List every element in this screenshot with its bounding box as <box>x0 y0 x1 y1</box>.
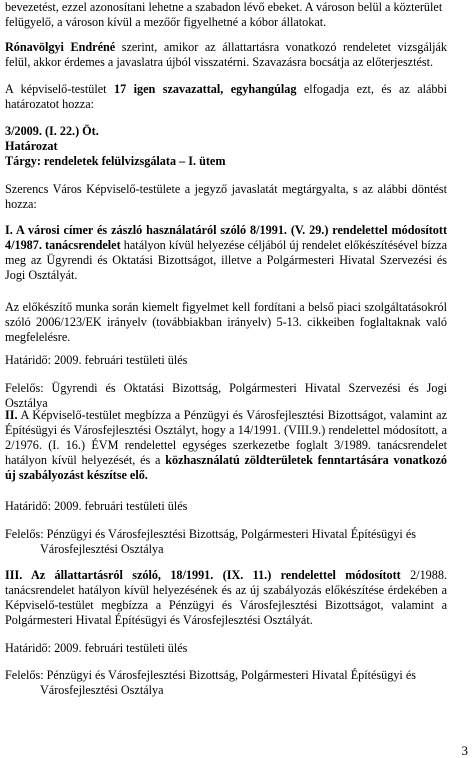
preparation-paragraph <box>5 300 447 345</box>
item-3-text: 2/1988. tanácsrendelet hatályon kívül helyezésének és az új szabályozás előkészítése érdekében a Képviselő-testület megbízza a Pénzügyi és Városfejlesztési Bizottságot, valamint a Polgármesteri Hivatal Építésügyi és Városfejlesztési Osztályát. <box>5 568 447 627</box>
responsible-3-line-1: Felelős: Pénzügyi és Városfejlesztési Bizottság, Polgármesteri Hivatal Építésügyi és <box>5 668 417 682</box>
item-2-paragraph <box>5 408 447 483</box>
preparation-text: Az előkészítő munka során kiemelt figyelmet kell fordítani a belső piaci szolgáltatásokról szóló 2006/123/EK irányelv (továbbiakban irányelv) 5-13. cikkeiben foglaltaknak való megfelelésre. <box>5 300 447 344</box>
szerencs-paragraph <box>5 182 447 212</box>
deadline-3-text: Határidő: 2009. februári testületi ülés <box>5 641 188 655</box>
responsible-2-line-1: Felelős: Pénzügyi és Városfejlesztési Bizottság, Polgármesteri Hivatal Építésügyi és <box>5 527 417 541</box>
item-3-title: III. Az állattartásról szóló, 18/1991. (IX. 11.) rendelettel módosított <box>5 568 401 582</box>
responsible-3-line-2: Városfejlesztési Osztálya <box>40 683 164 697</box>
item-3-paragraph <box>5 568 447 628</box>
resolution-number: 3/2009. (I. 22.) Öt. <box>5 124 99 138</box>
responsible-2-line-2: Városfejlesztési Osztálya <box>40 542 164 556</box>
item-1-text: hatályon kívül helyezése céljából új rendelet előkészítésével bízza meg az Ügyrendi és Oktatási Bizottságot, illetve a Polgármesteri Hivatal Szervezési és Jogi Osztályát. <box>5 238 447 282</box>
deadline-1-text: Határidő: 2009. februári testületi ülés <box>5 353 188 367</box>
responsible-1-text: Felelős: Ügyrendi és Oktatási Bizottság, Polgármesteri Hivatal Szervezési és Jogi Osztálya <box>5 381 447 410</box>
deadline-2 <box>5 499 447 514</box>
intro-line-1: bevezetést, ezzel azonosítani lehetne a szabadon lévő ebeket. A városon belül a közterület <box>5 0 443 14</box>
responsible-2 <box>5 527 447 557</box>
item-2-prefix: II. <box>5 408 18 422</box>
intro-paragraph <box>5 0 447 30</box>
vote-paragraph <box>5 82 447 112</box>
item-2-bold-text: közhasználatú zöldterületek fenntartására vonatkozó új szabályozást készítse elő. <box>5 453 447 482</box>
vote-result: 17 igen szavazattal, egyhangúlag <box>113 82 297 96</box>
responsible-1 <box>5 381 447 411</box>
vote-intro: A képviselő-testület <box>5 82 114 96</box>
speaker-statement: szerint, amikor az állattartásra vonatkozó rendeletet vizsgálják felül, akkor érdemes a javaslatra újból visszatérni. Szavazásra bocsátja az előterjesztést. <box>5 40 447 69</box>
item-2-text: A Képviselő-testület megbízza a Pénzügyi és Városfejlesztési Bizottságot, valamint az Építésügyi és Városfejlesztési Osztályt, hogy a 14/1991. (VIII.9.) rendelettel módosított, a 2/1976. (I. 16.) ÉVM rendelettel egységes szerkezetbe foglalt 3/1989. tanácsrendelet hatályon kívül helyezését, és a <box>5 408 447 467</box>
vote-rest: elfogadja ezt, és az alábbi határozatot hozza: <box>5 82 447 111</box>
deadline-3 <box>5 641 447 656</box>
responsible-3 <box>5 668 447 698</box>
deadline-2-text: Határidő: 2009. februári testületi ülés <box>5 499 188 513</box>
ronavolgyi-paragraph <box>5 40 447 70</box>
szerencs-text: Szerencs Város Képviselő-testülete a jegyző javaslatát megtárgyalta, s az alábbi döntést hozza: <box>5 182 447 211</box>
item-1-paragraph <box>5 223 447 283</box>
intro-line-2: felügyelő, a városon kívül a mezőőr figyelhetné a kóbor állatokat. <box>5 15 327 29</box>
resolution-heading: Határozat <box>5 139 58 153</box>
speaker-name: Rónavölgyi Endréné <box>5 40 116 54</box>
deadline-1 <box>5 353 447 368</box>
item-1-title: I. A városi címer és zászló használatáról szóló 8/1991. (V. 29.) rendelettel módosított 4/1987. tanácsrendelet <box>5 223 447 252</box>
resolution-header <box>5 124 447 169</box>
resolution-subject: Tárgy: rendeletek felülvizsgálata – I. ütem <box>5 154 226 168</box>
page-number: 3 <box>461 743 468 758</box>
